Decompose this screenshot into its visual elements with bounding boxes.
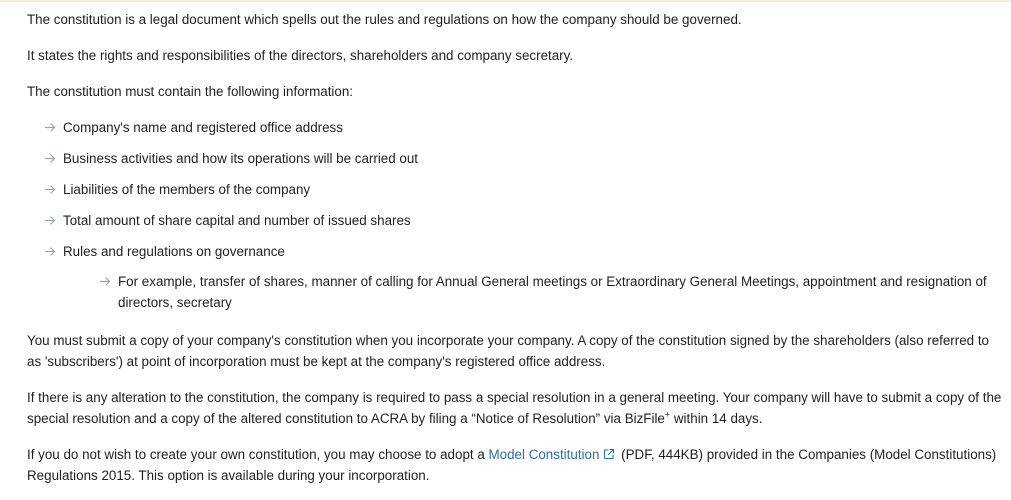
arrow-right-icon [45,179,57,200]
governance-sub-list [100,271,1002,313]
model-constitution-link[interactable] [489,447,618,462]
list-item [45,117,1002,138]
list-item-label: Rules and regulations on governance [63,244,285,259]
model-constitution-text-end: (PDF, 444KB) provided in the Companies (Model Constitutions) Regulations 2015. This option is available during your incorporation. [27,447,997,483]
list-item [45,241,1002,313]
arrow-right-icon [45,210,57,231]
submit-copy-paragraph: You must submit a copy of your company's constitution when you incorporate your company. A copy of the constitution signed by the shareholders (also referred to as 'subscribers') at point of incorporation must be kept at the company's registered office address. [27,333,990,369]
intro-paragraph: The constitution is a legal document which spells out the rules and regulations on how the company should be governed. [27,12,742,27]
list-item-label: Total amount of share capital and number of issued shares [63,213,411,228]
list-item [45,148,1002,169]
list-item-label: Liabilities of the members of the company [63,182,311,197]
list-item [100,271,1002,313]
external-link-icon [603,445,615,457]
article-body [27,9,1002,486]
required-info-list [45,117,1002,313]
arrow-right-icon [100,271,112,292]
list-item [45,179,1002,200]
list-item-label: Company's name and registered office address [63,120,343,135]
arrow-right-icon [45,117,57,138]
alteration-paragraph [27,387,1002,429]
model-constitution-paragraph [27,444,1002,486]
bizfile-plus-superscript: + [664,409,671,420]
model-constitution-text: If you do not wish to create your own constitution, you may choose to adopt a [27,447,489,462]
model-constitution-link-label: Model Constitution [488,447,600,462]
required-info-heading: The constitution must contain the following information: [27,84,354,99]
rights-paragraph: It states the rights and responsibilities of the directors, shareholders and company secretary. [27,48,574,63]
alteration-text-end: within 14 days. [670,411,763,426]
list-item [45,210,1002,231]
arrow-right-icon [45,241,57,262]
top-divider [0,0,1011,2]
alteration-text: If there is any alteration to the constitution, the company is required to pass a special resolution in a general meeting. Your company will have to submit a copy of the special resolution and a copy of the altered constitution to ACRA by filing a “Notice of Resolution” via BizFile [27,390,1002,426]
list-item-label: Business activities and how its operations will be carried out [63,151,419,166]
list-item-label: For example, transfer of shares, manner of calling for Annual General meetings or Extraordinary General Meetings, appointment and resignation of directors, secretary [118,274,987,310]
arrow-right-icon [45,148,57,169]
